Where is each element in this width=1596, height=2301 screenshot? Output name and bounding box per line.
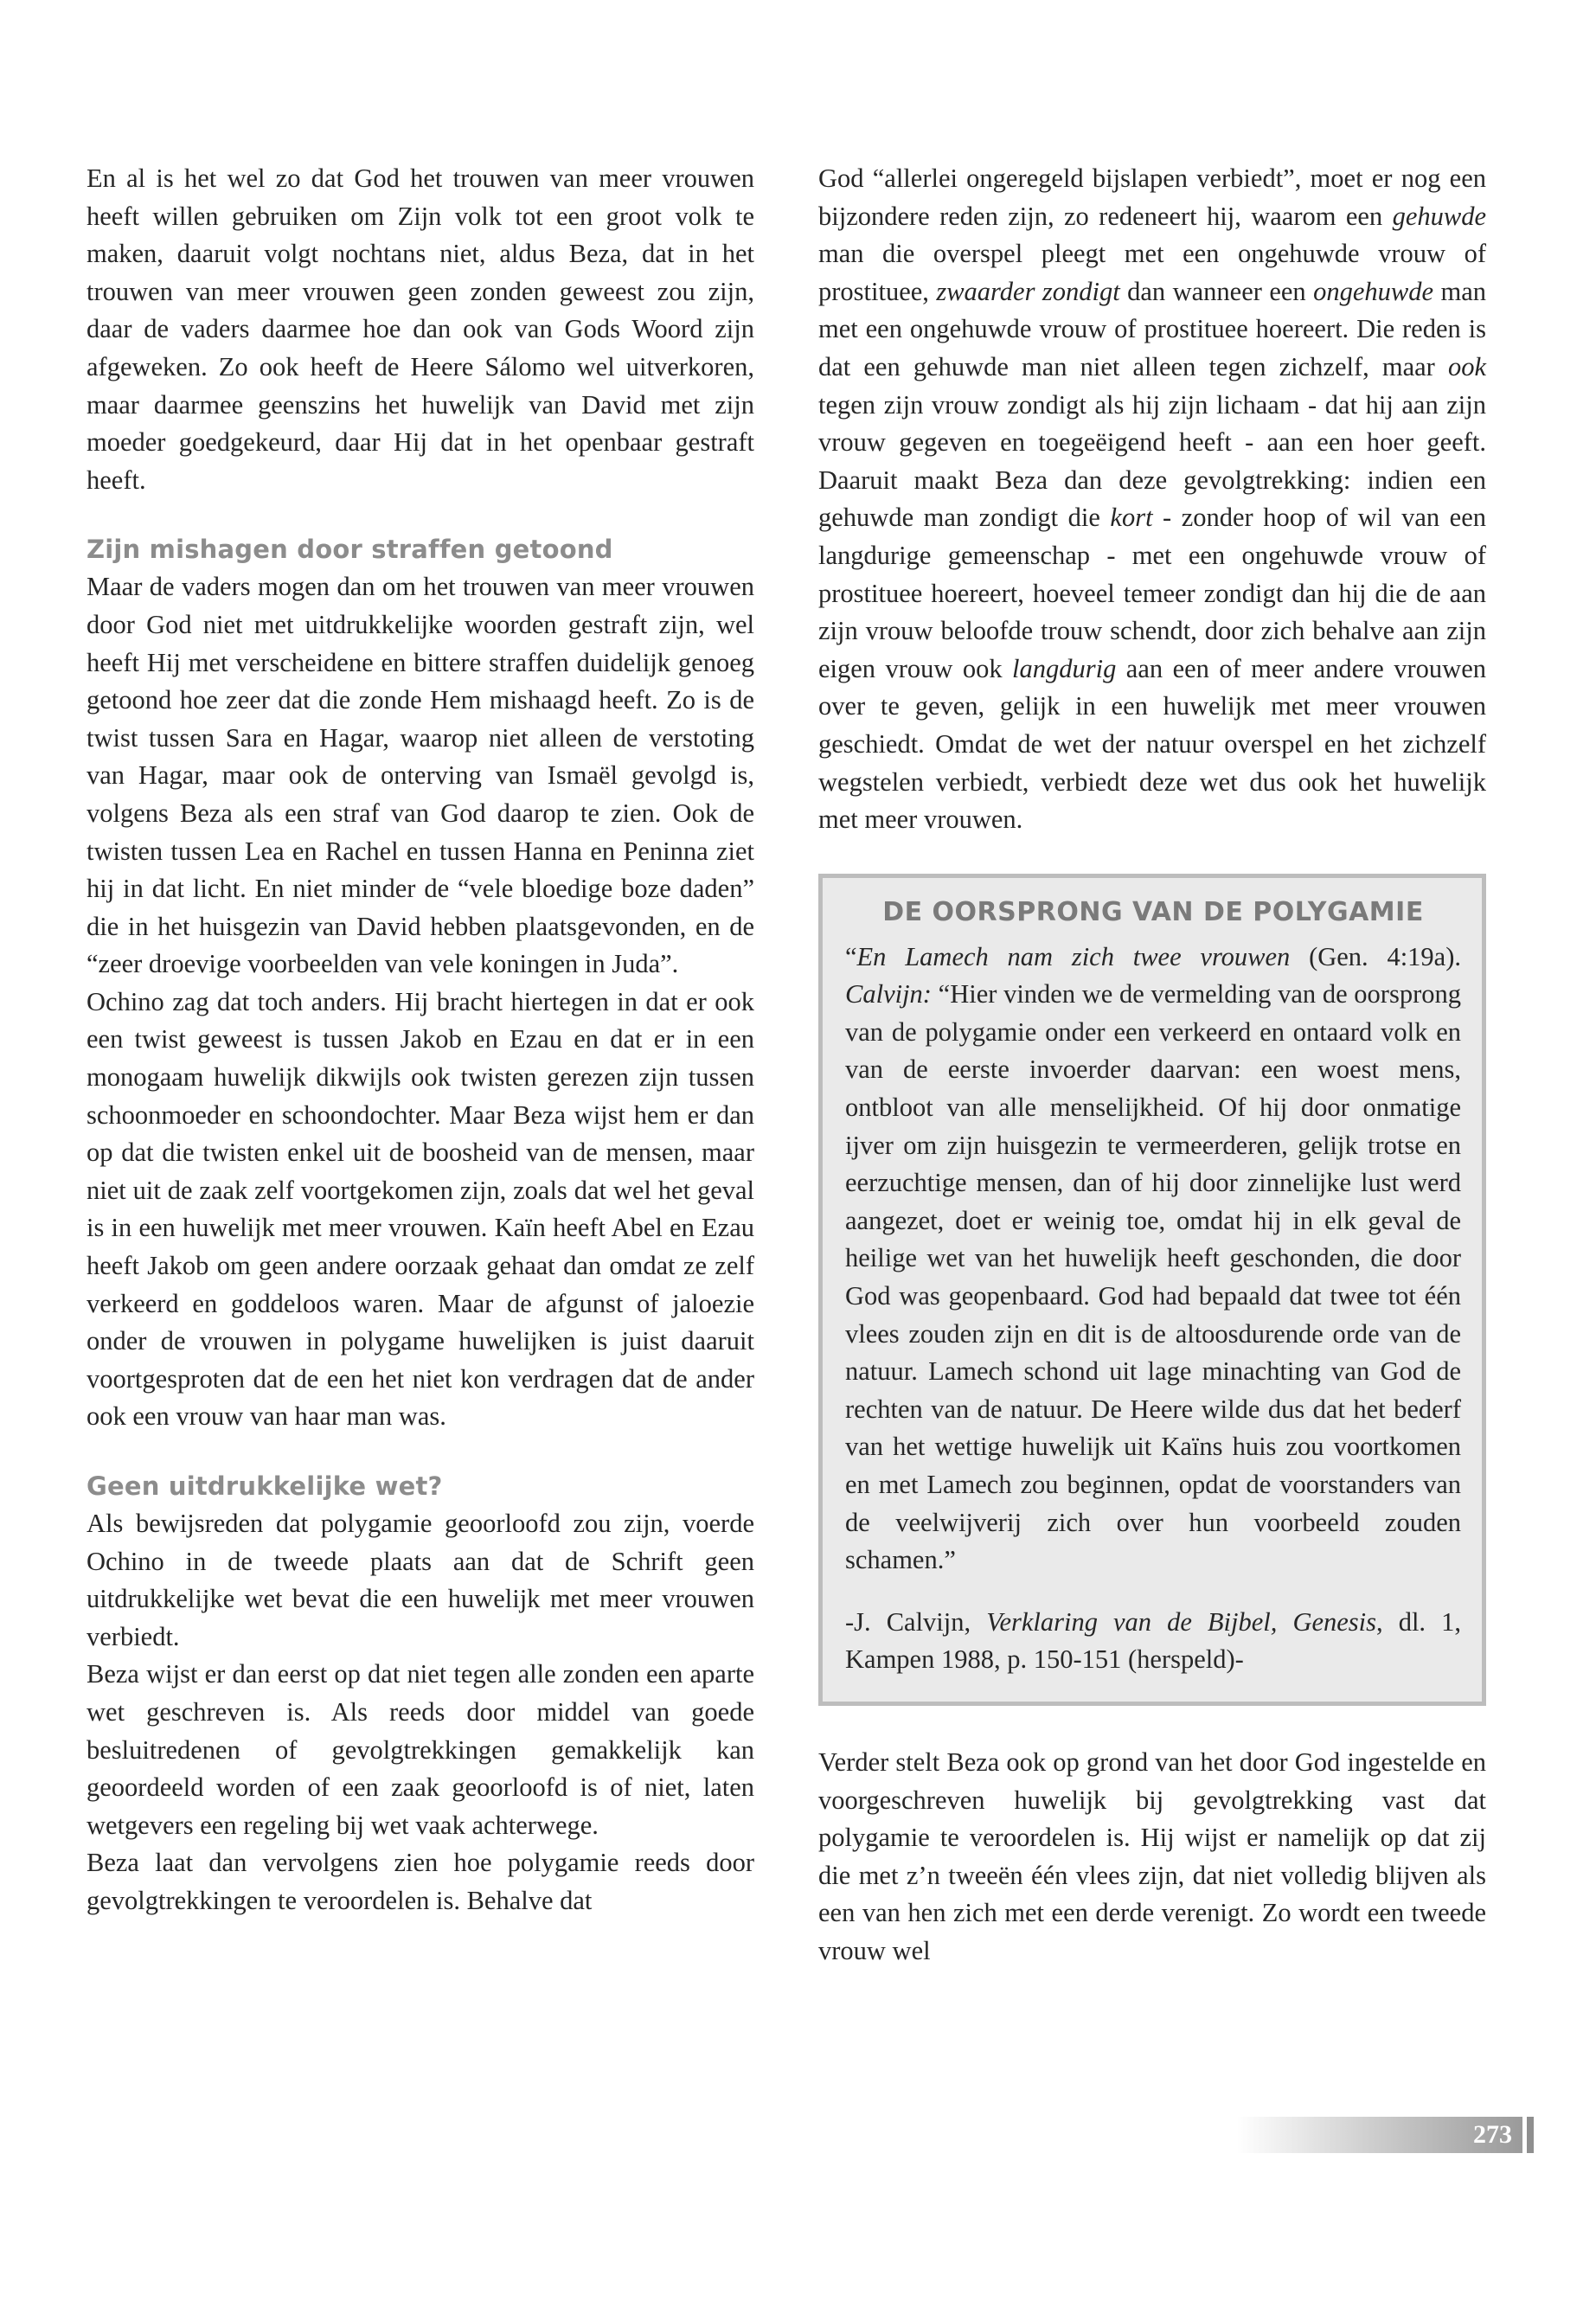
section-heading: Zijn mishagen door straffen getoond	[87, 535, 613, 565]
text-run: , dl. 1, Kampen 1988, p. 150-151 (herspeld)-	[845, 1606, 1461, 1675]
text-run: God “allerlei ongeregeld bijslapen verbiedt”, moet er nog een bijzondere reden zijn, zo redeneert hij, waarom een	[818, 163, 1486, 231]
quote-box	[818, 874, 1486, 1706]
emphasis: gehuwde	[1392, 201, 1486, 231]
section-heading: Geen uitdrukkelijke wet?	[87, 1471, 443, 1501]
paragraph: Beza wijst er dan eerst op dat niet tegen alle zonden een aparte wet geschreven is. Als reeds door middel van goede besluitredenen of gevolgtrekkingen gemakkelijk kan geoordeeld worden of een zaak geoorloofd is of niet, laten wetgevers een regeling bij wet vaak achterwege.	[87, 1659, 754, 1840]
page-number: 273	[1473, 2120, 1512, 2149]
emphasis: zwaarder zondigt	[936, 276, 1120, 306]
text-run: (Gen. 4:19a).	[1290, 941, 1461, 971]
emphasis: langdurig	[1012, 653, 1117, 683]
emphasis: Calvijn:	[845, 979, 932, 1009]
emphasis: kort	[1110, 503, 1153, 533]
text-run: aan een of meer andere vrouwen over te geven, gelijk in een huwelijk met meer vrouwen geschiedt. Omdat de wet der natuur overspel en het zichzelf wegstelen verbiedt, verbiedt deze wet dus ook het huwelijk met meer vrouwen.	[818, 653, 1486, 835]
text-run: -J. Calvijn,	[845, 1606, 987, 1637]
emphasis: ongehuwde	[1313, 276, 1434, 306]
paragraph: En al is het wel zo dat God het trouwen van meer vrouwen heeft willen gebruiken om Zijn volk tot een groot volk te maken, daaruit volgt nochtans niet, aldus Beza, dat in het trouwen van meer vrouwen geen zonden geweest zou zijn, daar de vaders daarmee hoe dan ook van Gods Woord zijn afgeweken. Zo ook heeft de Heere Sálomo wel uitverkoren, maar daarmee geenszins het huwelijk van David met zijn moeder goedgekeurd, daar Hij dat in het openbaar gestraft heeft.	[87, 163, 754, 495]
paragraph: Beza laat dan vervolgens zien hoe polygamie reeds door gevolgtrekkingen te veroordelen is. Behalve dat	[87, 1848, 754, 1915]
paragraph: Maar de vaders mogen dan om het trouwen van meer vrouwen door God niet met uitdrukkelijke woorden gestraft zijn, wel heeft Hij met verscheidene en bittere straffen duidelijk genoeg getoond hoe zeer dat die zonde Hem mishaagd heeft. Zo is de twist tussen Sara en Hagar, waarop niet alleen de verstoting van Hagar, maar ook de onterving van Ismaël gevolgd is, volgens Beza als een straf van God daarop te zien. Ook de twisten tussen Lea en Rachel en tussen Hanna en Peninna ziet hij in dat licht. En niet minder de “vele bloedige boze daden” die in het huisgezin van David hebben plaatsgevonden, en de “zeer droevige voorbeelden van vele koningen in Juda”.	[87, 572, 754, 979]
paragraph	[818, 160, 1486, 839]
text-run: “Hier vinden we de vermelding van de oorsprong van de polygamie onder een verkeerd en ontaard volk en van de eerste invoerder daarvan: een woest mens, ontbloot van alle menselijkheid. Of hij door onmatige ijver om zijn huisgezin te vermeerderen, gelijk trotse en eerzuchtige mensen, dan of hij door zinnelijke lust werd aangezet, doet er weinig toe, omdat hij in elk geval de heilige wet van het huwelijk heeft geschonden, die door God was geopenbaard. God had bepaald dat twee tot één vlees zouden zijn en dit is de altoosdurende orde van de natuur. Lamech schond uit lage minachting van God de rechten van de natuur. De Heere wilde dus dat het bederf van het wettige huwelijk uit Kaïns huis zou voortkomen en met Lamech zou beginnen, opdat de voorstanders van de veelwijverij zich over hun voorbeeld zouden schamen.”	[845, 979, 1461, 1575]
emphasis: Verklaring van de Bijbel, Genesis	[986, 1606, 1377, 1637]
emphasis: ook	[1447, 351, 1486, 381]
text-run: man met een ongehuwde vrouw of prostituee hoereert. Die reden is dat een gehuwde man niet alleen tegen zichzelf, maar	[818, 276, 1486, 381]
text-run: man die overspel pleegt met een ongehuwde vrouw of prostituee,	[818, 239, 1486, 306]
text-run: - zonder hoop of wil van een langdurige gemeenschap - met een ongehuwde vrouw of prostituee hoereert, hoeveel temeer zondigt dan hij die de aan zijn vrouw beloofde trouw schendt, door zich behalve aan zijn eigen vrouw ook	[818, 503, 1486, 683]
text-run: tegen zijn vrouw zondigt als hij zijn lichaam - dat hij aan zijn vrouw gegeven en toegeëigend heeft - aan een hoer geeft. Daaruit maakt Beza dan deze gevolgtrekking: indien een gehuwde man zondigt die	[818, 389, 1486, 533]
paragraph: Verder stelt Beza ook op grond van het door God ingestelde en voorgeschreven huwelijk bij gevolgtrekking vast dat polygamie te veroordelen is. Hij wijst er namelijk op dat zij die met z’n tweeën één vlees zijn, dat niet volledig blijven als een van hen zich met een derde verenigt. Zo wordt een tweede vrouw wel	[818, 1747, 1486, 1965]
paragraph: Als bewijsreden dat polygamie geoorloofd zou zijn, voerde Ochino in de tweede plaats aan dat de Schrift geen uitdrukkelijke wet bevat die een huwelijk met meer vrouwen verbiedt.	[87, 1509, 754, 1651]
emphasis: En Lamech nam zich twee vrouwen	[856, 941, 1291, 971]
box-title: DE OORSPRONG VAN DE POLYGAMIE	[882, 896, 1424, 927]
right-column	[818, 160, 1486, 1971]
box-source	[845, 1604, 1461, 1679]
text-run: “	[845, 941, 857, 971]
box-quote	[845, 939, 1461, 1580]
left-column	[87, 160, 754, 1920]
paragraph: Ochino zag dat toch anders. Hij bracht hiertegen in dat er ook een twist geweest is tussen Jakob en Ezau en dat er in een monogaam huwelijk dikwijls ook twisten gerezen zijn tussen schoonmoeder en schoondochter. Maar Beza wijst hem er dan op dat die twisten enkel uit de boosheid van de mensen, maar niet uit de zaak zelf voortgekomen zijn, zoals dat wel het geval is in een huwelijk met meer vrouwen. Kaïn heeft Abel en Ezau heeft Jakob om geen andere oorzaak gehaat dan omdat ze zelf verkeerd en goddeloos waren. Maar de afgunst of jaloezie onder de vrouwen in polygame huwelijken is juist daaruit voortgesproten dat de een het niet kon verdragen dat de ander ook een vrouw van haar man was.	[87, 986, 754, 1432]
text-run: dan wanneer een	[1119, 276, 1314, 306]
footer-tick	[1527, 2117, 1534, 2153]
